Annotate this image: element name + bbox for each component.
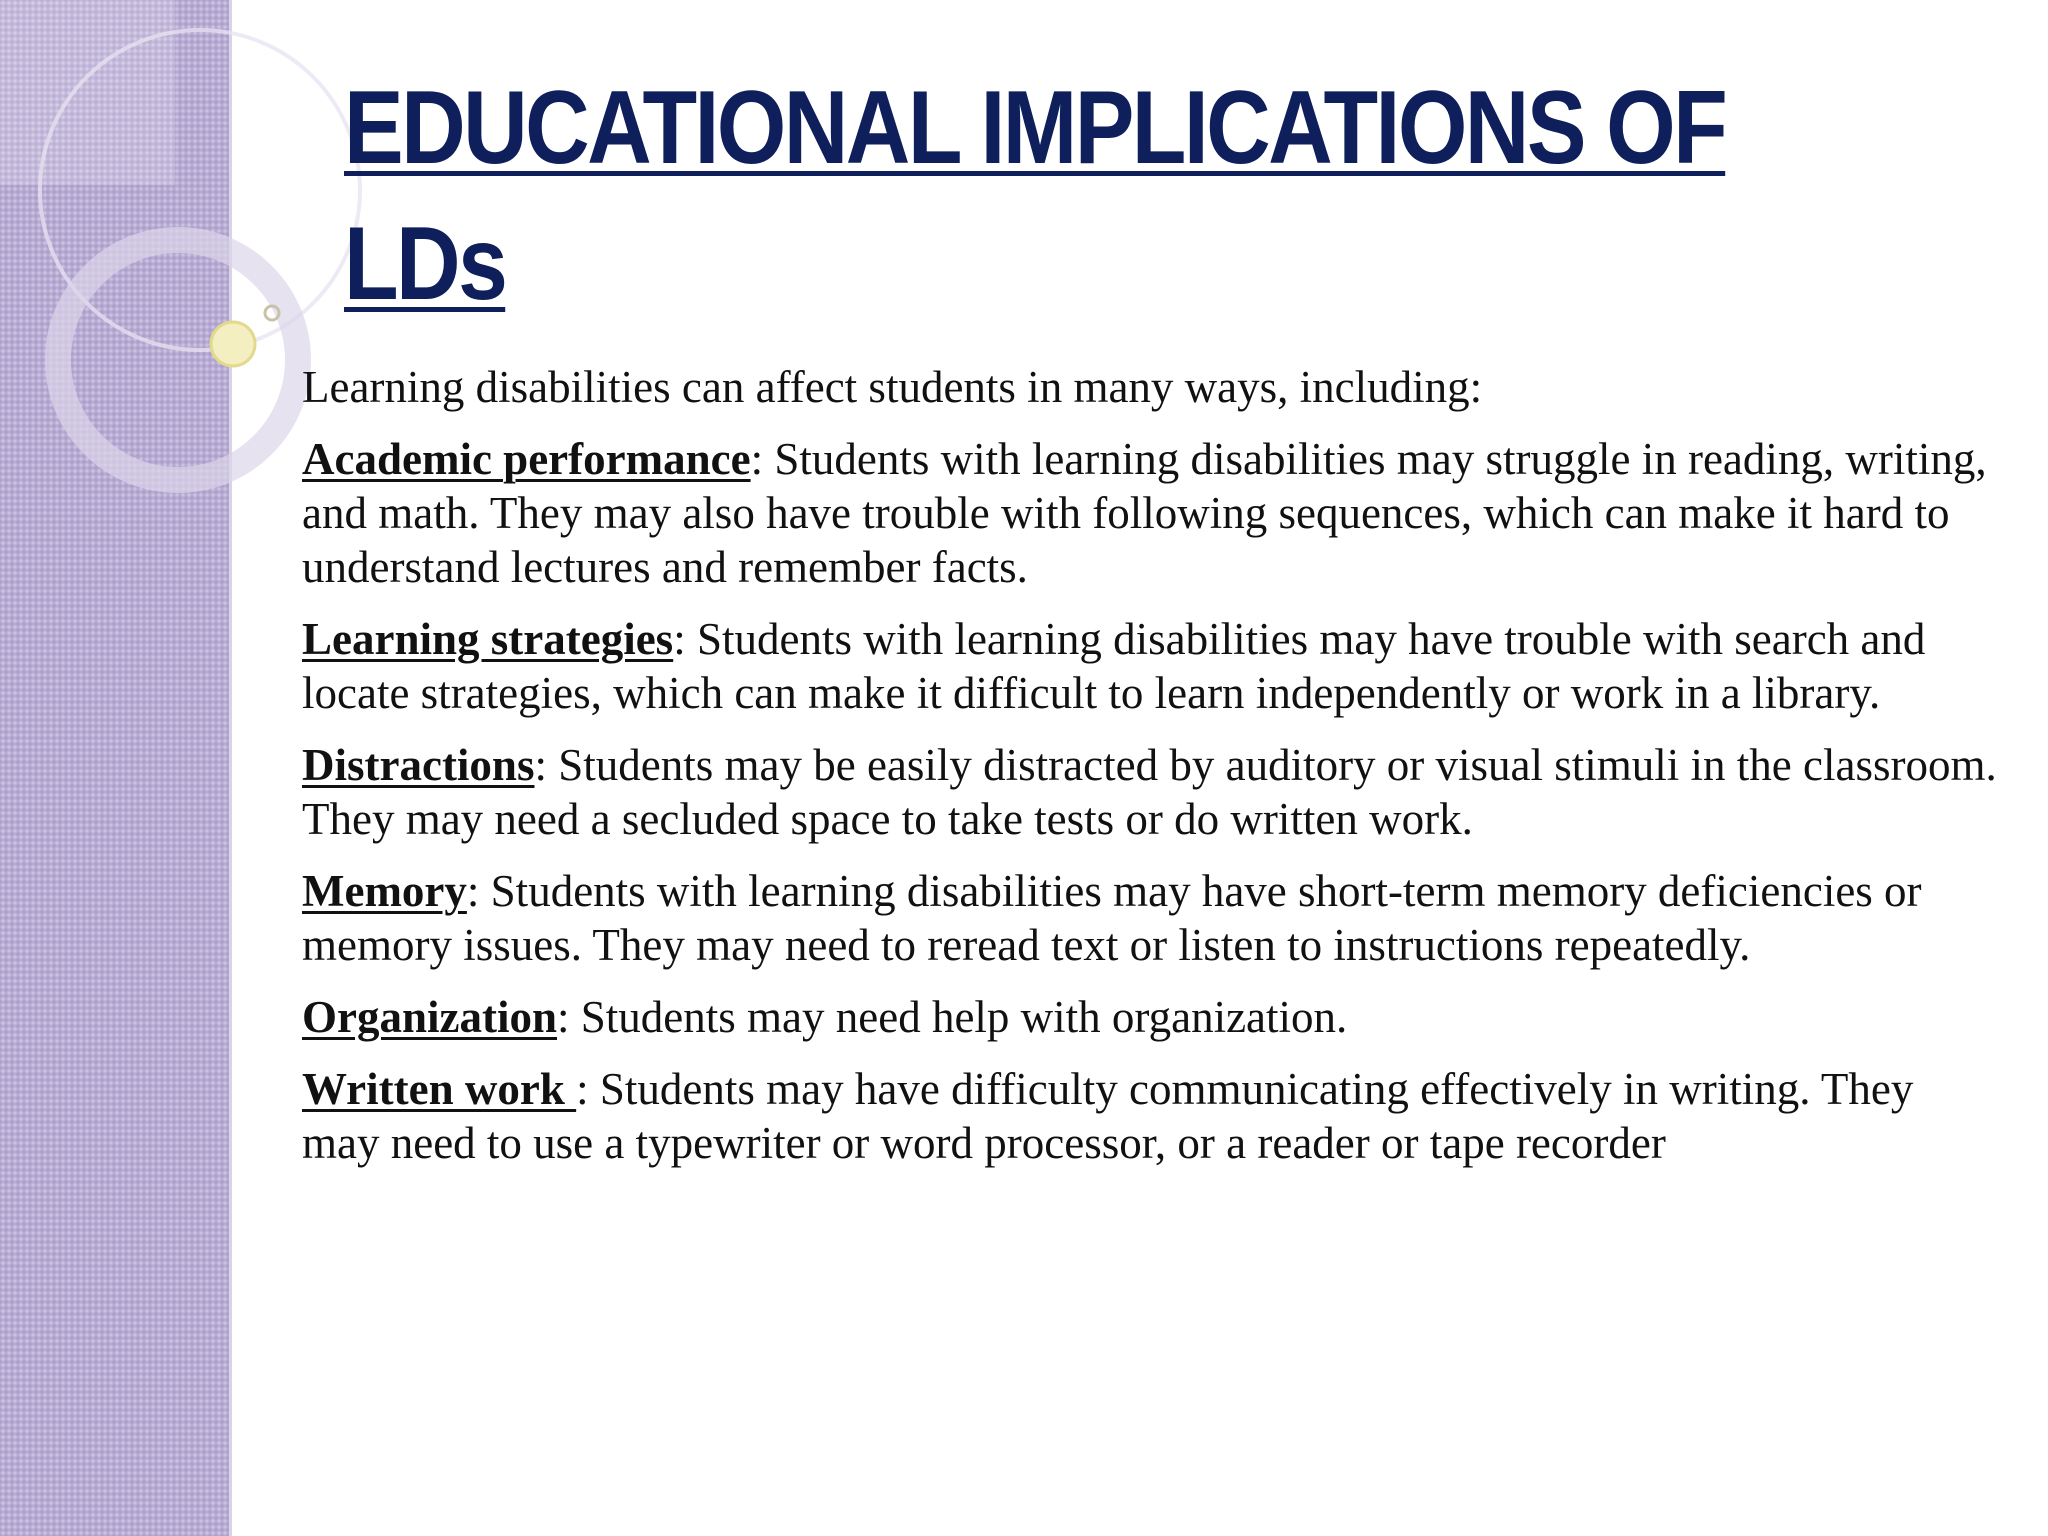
item-learning-strategies (302, 612, 2002, 720)
slide-title (344, 60, 1754, 332)
title-line-2: LDs (344, 206, 506, 322)
medium-ring (58, 240, 298, 480)
item-distractions (302, 738, 2002, 846)
item-text: : Students with learning disabilities may have short-term memory deficiencies or memory issues. They may need to reread text or listen to instructions repeatedly. (302, 866, 1922, 970)
item-text: : Students with learning disabilities may struggle in reading, writing, and math. They may also have trouble with following sequences, which can make it hard to understand lectures and remember facts. (302, 434, 1987, 592)
item-text: : Students may need help with organization. (557, 992, 1348, 1042)
item-academic-performance (302, 432, 2002, 594)
item-term: Organization (302, 992, 557, 1042)
item-text: : Students may have difficulty communicating effectively in writing. They may need to use a typewriter or word processor, or a reader or tape recorder (302, 1064, 1914, 1168)
slide-body (302, 360, 2002, 1188)
decorative-circles (0, 0, 320, 520)
item-term: Written work (302, 1064, 577, 1114)
title-line-1: EDUCATIONAL IMPLICATIONS OF (344, 70, 1726, 186)
item-organization (302, 990, 2002, 1044)
item-term: Academic performance (302, 434, 751, 484)
item-term: Learning strategies (302, 614, 674, 664)
yellow-dot (211, 322, 255, 366)
item-term: Distractions (302, 740, 535, 790)
item-memory (302, 864, 2002, 972)
item-text: : Students with learning disabilities may have trouble with search and locate strategies, which can make it difficult to learn independently or work in a library. (302, 614, 1926, 718)
item-term: Memory (302, 866, 467, 916)
item-text: : Students may be easily distracted by auditory or visual stimuli in the classroom. They may need a secluded space to take tests or do written work. (302, 740, 1997, 844)
corner-highlight (0, 0, 175, 185)
item-written-work (302, 1062, 2002, 1170)
intro-paragraph: Learning disabilities can affect students in many ways, including: (302, 362, 1483, 412)
